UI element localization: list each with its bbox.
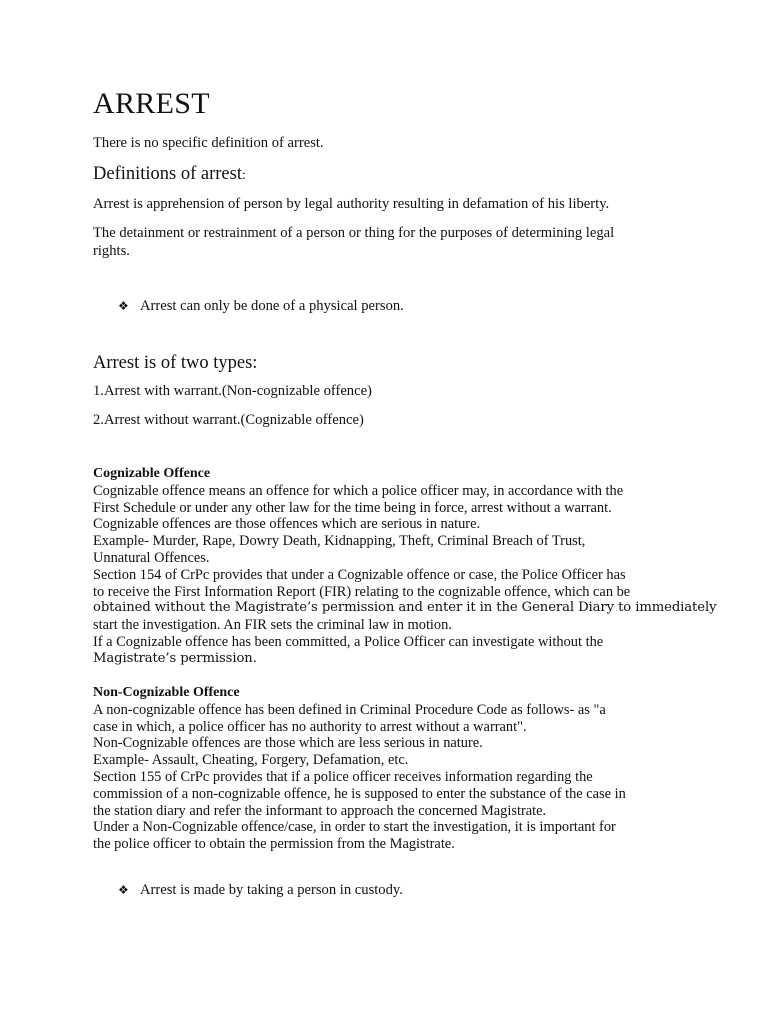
non-cognizable-line: Section 155 of CrPc provides that if a police officer receives information regarding the bbox=[93, 768, 593, 785]
non-cognizable-line: the station diary and refer the informant to approach the concerned Magistrate. bbox=[93, 802, 547, 819]
definition-2-line-2: rights. bbox=[93, 243, 130, 259]
cognizable-line: Magistrate’s permission. bbox=[93, 650, 257, 666]
non-cognizable-line: Example- Assault, Cheating, Forgery, Defamation, etc. bbox=[93, 752, 409, 769]
bullet-text: Arrest can only be done of a physical person. bbox=[140, 298, 404, 314]
non-cognizable-line: A non-cognizable offence has been defined in Criminal Procedure Code as follows- as "a bbox=[93, 701, 606, 718]
bullet-item-physical-person bbox=[118, 297, 404, 315]
non-cognizable-offence-heading: Non-Cognizable Offence bbox=[93, 685, 240, 700]
cognizable-offence-heading: Cognizable Offence bbox=[93, 466, 211, 481]
cognizable-line: Example- Murder, Rape, Dowry Death, Kidnapping, Theft, Criminal Breach of Trust, bbox=[93, 533, 586, 550]
cognizable-line: start the investigation. An FIR sets the criminal law in motion. bbox=[93, 617, 452, 634]
cognizable-offence-section bbox=[93, 466, 717, 668]
definitions-heading-colon: : bbox=[242, 168, 246, 183]
non-cognizable-line: commission of a non-cognizable offence, he is supposed to enter the substance of the case in bbox=[93, 785, 626, 802]
cognizable-line: First Schedule or under any other law for the time being in force, arrest without a warrant. bbox=[93, 499, 612, 516]
non-cognizable-line: Under a Non-Cognizable offence/case, in order to start the investigation, it is important for bbox=[93, 819, 616, 836]
cognizable-line: to receive the First Information Report (FIR) relating to the cognizable offence, which can be bbox=[93, 583, 631, 600]
non-cognizable-offence-section bbox=[93, 685, 693, 853]
bullet-text: Arrest is made by taking a person in custody. bbox=[140, 882, 403, 898]
cognizable-line: Section 154 of CrPc provides that under a Cognizable offence or case, the Police Officer has bbox=[93, 566, 626, 583]
cognizable-line: If a Cognizable offence has been committed, a Police Officer can investigate without the bbox=[93, 633, 604, 650]
non-cognizable-line: Non-Cognizable offences are those which are less serious in nature. bbox=[93, 735, 483, 752]
document-title: ARREST bbox=[93, 87, 210, 120]
bullet-item-custody bbox=[118, 881, 403, 899]
diamond-bullet-icon: ❖ bbox=[118, 299, 129, 313]
arrest-type-1: 1.Arrest with warrant.(Non-cognizable offence) bbox=[93, 383, 372, 399]
cognizable-line: Unnatural Offences. bbox=[93, 549, 210, 566]
arrest-type-2: 2.Arrest without warrant.(Cognizable offence) bbox=[93, 412, 364, 428]
cognizable-line: Cognizable offence means an offence for which a police officer may, in accordance with the bbox=[93, 482, 624, 499]
cognizable-line: obtained without the Magistrate’s permission and enter it in the General Diary to immediately bbox=[93, 600, 717, 616]
definitions-heading-text: Definitions of arrest bbox=[93, 164, 242, 184]
definition-1: Arrest is apprehension of person by legal authority resulting in defamation of his liberty. bbox=[93, 196, 610, 212]
intro-text: There is no specific definition of arrest. bbox=[93, 135, 324, 151]
non-cognizable-line: the police officer to obtain the permission from the Magistrate. bbox=[93, 836, 455, 853]
diamond-bullet-icon: ❖ bbox=[118, 883, 129, 897]
definitions-heading bbox=[93, 163, 246, 187]
definition-2-line-1: The detainment or restrainment of a person or thing for the purposes of determining legal bbox=[93, 225, 615, 241]
types-heading: Arrest is of two types: bbox=[93, 353, 258, 373]
non-cognizable-line: case in which, a police officer has no authority to arrest without a warrant". bbox=[93, 718, 527, 735]
cognizable-line: Cognizable offences are those offences which are serious in nature. bbox=[93, 516, 481, 533]
